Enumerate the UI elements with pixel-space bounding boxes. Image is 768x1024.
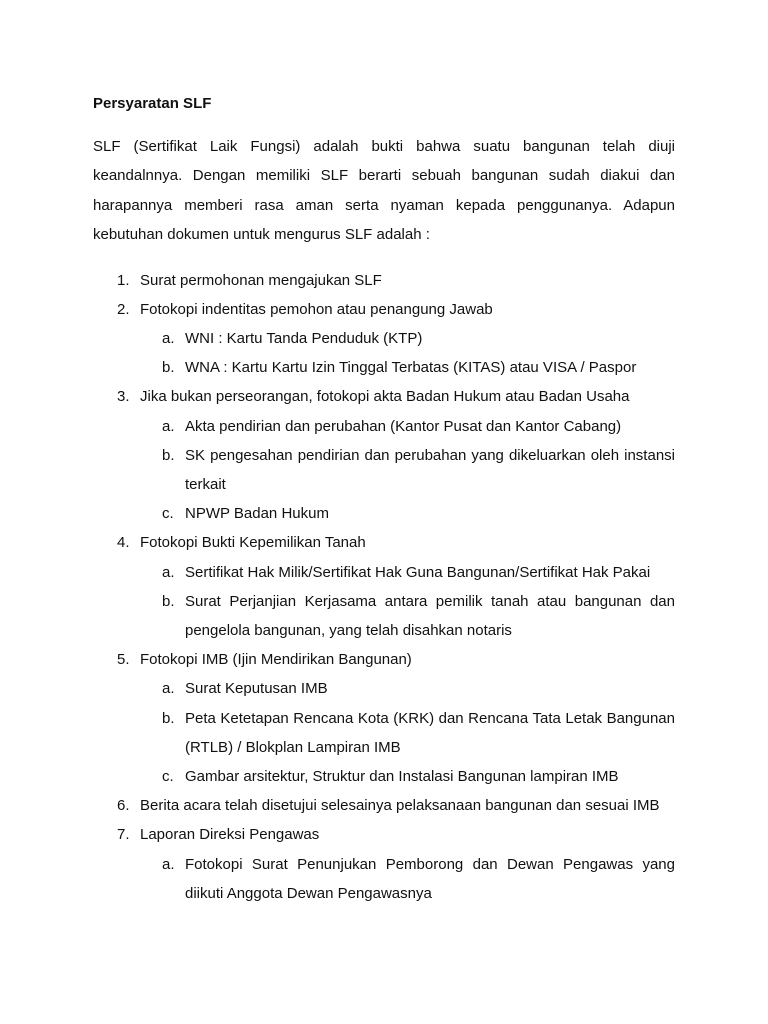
sub-list-item-text: Akta pendirian dan perubahan (Kantor Pusat dan Kantor Cabang) (185, 417, 622, 435)
list-item (93, 266, 675, 295)
sub-list-item (93, 762, 675, 791)
list-item-number: 7. (117, 826, 130, 844)
sub-list-item-text: Gambar arsitektur, Struktur dan Instalasi Bangunan lampiran IMB (185, 768, 619, 786)
sub-list (140, 324, 675, 382)
sub-list-item-letter: b. (162, 359, 175, 377)
sub-list-item-letter: a. (162, 563, 175, 581)
sub-list-item (93, 412, 675, 441)
sub-list-item (93, 587, 675, 645)
sub-list (140, 558, 675, 646)
list-item-number: 5. (117, 651, 130, 669)
sub-list-item-text: Sertifikat Hak Milik/Sertifikat Hak Guna Bangunan/Sertifikat Hak Pakai (185, 563, 651, 581)
list-item (93, 645, 675, 791)
sub-list-item (93, 324, 675, 353)
list-item-number: 1. (117, 271, 130, 289)
document-title: Persyaratan SLF (93, 95, 212, 112)
list-item-text: Fotokopi Bukti Kepemilikan Tanah (140, 534, 366, 552)
list-item (93, 791, 675, 820)
sub-list-item (93, 353, 675, 382)
sub-list-item (93, 674, 675, 703)
list-item-text: Fotokopi indentitas pemohon atau penangung Jawab (140, 300, 493, 318)
sub-list-item-text: Surat Perjanjian Kerjasama antara pemilik tanah atau bangunan dan pengelola bangunan, yang telah disahkan notaris (185, 592, 675, 640)
list-item-text: Fotokopi IMB (Ijin Mendirikan Bangunan) (140, 651, 412, 669)
list-item-number: 3. (117, 388, 130, 406)
sub-list-item-letter: c. (162, 505, 174, 523)
list-item-number: 2. (117, 300, 130, 318)
sub-list-item-letter: a. (162, 855, 175, 873)
sub-list-item (93, 850, 675, 908)
list-item-text: Surat permohonan mengajukan SLF (140, 271, 382, 289)
sub-list-item-letter: b. (162, 446, 175, 464)
list-item-text: Laporan Direksi Pengawas (140, 826, 320, 844)
document-content (93, 94, 675, 908)
sub-list-item-letter: c. (162, 768, 174, 786)
list-item-text: Berita acara telah disetujui selesainya pelaksanaan bangunan dan sesuai IMB (140, 797, 660, 815)
sub-list-item-letter: b. (162, 709, 175, 727)
sub-list-item-letter: a. (162, 330, 175, 348)
list-item (93, 295, 675, 383)
list-item-text: Jika bukan perseorangan, fotokopi akta Badan Hukum atau Badan Usaha (140, 388, 630, 406)
list-item (93, 382, 675, 528)
sub-list (140, 412, 675, 529)
sub-list-item-letter: a. (162, 417, 175, 435)
sub-list-item-letter: b. (162, 592, 175, 610)
sub-list (140, 850, 675, 908)
sub-list (140, 674, 675, 791)
sub-list-item-text: WNA : Kartu Kartu Izin Tinggal Terbatas (KITAS) atau VISA / Paspor (185, 359, 637, 377)
sub-list-item-text: Peta Ketetapan Rencana Kota (KRK) dan Rencana Tata Letak Bangunan (RTLB) / Blokplan Lampiran IMB (185, 709, 675, 756)
sub-list-item (93, 441, 675, 499)
sub-list-item-text: NPWP Badan Hukum (185, 505, 329, 523)
sub-list-item (93, 499, 675, 528)
list-item-number: 6. (117, 797, 130, 815)
sub-list-item-text: Fotokopi Surat Penunjukan Pemborong dan Dewan Pengawas yang diikuti Anggota Dewan Pengawasnya (185, 855, 675, 902)
sub-list-item-letter: a. (162, 680, 175, 698)
list-item (93, 528, 675, 645)
sub-list-item-text: WNI : Kartu Tanda Penduduk (KTP) (185, 330, 423, 348)
intro-paragraph: SLF (Sertifikat Laik Fungsi) adalah bukti bahwa suatu bangunan telah diuji keandalnnya. Dengan memiliki SLF berarti sebuah bangunan sudah diakui dan harapannya memberi rasa aman serta nyaman kepada penggunanya. Adapun kebutuhan dokumen untuk mengurus SLF adalah : (93, 138, 675, 244)
list-item-number: 4. (117, 534, 130, 552)
list-item (93, 820, 675, 908)
sub-list-item (93, 558, 675, 587)
requirements-list (93, 266, 675, 908)
sub-list-item-text: Surat Keputusan IMB (185, 680, 328, 698)
sub-list-item-text: SK pengesahan pendirian dan perubahan yang dikeluarkan oleh instansi terkait (185, 446, 675, 494)
sub-list-item (93, 704, 675, 762)
